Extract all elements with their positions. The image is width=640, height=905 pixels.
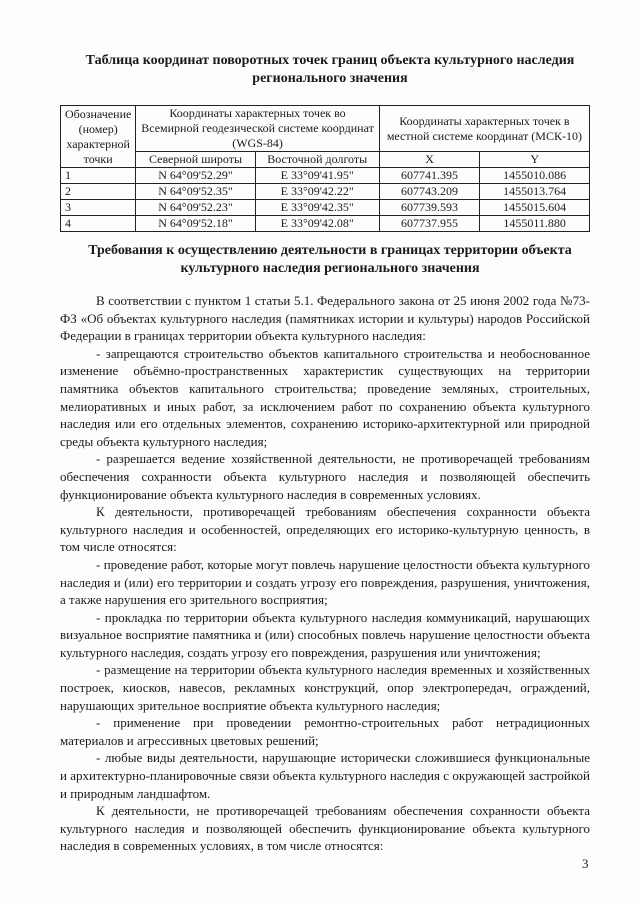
cell-x: 607739.593 (379, 200, 480, 216)
cell-number: 2 (61, 184, 136, 200)
cell-lon: E 33°09'42.22" (255, 184, 379, 200)
cell-number: 1 (61, 168, 136, 184)
cell-y: 1455010.086 (480, 168, 590, 184)
paragraph: В соответствии с пунктом 1 статьи 5.1. Федерального закона от 25 июня 2002 года №73-ФЗ «Об объектах культурного наследия (памятниках истории и культуры) народов Российской Федерации в границах территории объекта культурного наследия: (60, 293, 590, 344)
header-north: Северной широты (136, 152, 255, 168)
requirements-title-line1: Требования к осуществлению деятельности в границах территории объекта (88, 243, 572, 258)
cell-x: 607741.395 (379, 168, 480, 184)
paragraph: - проведение работ, которые могут повлечь нарушение целостности объекта культурного наследия и (или) его территории и создать угрозу его повреждения, разрушения, уничтожения, а также нарушения его зрительного восприятия; (60, 556, 590, 608)
requirements-title-line2: культурного наследия регионального значения (180, 261, 480, 276)
paragraph: К деятельности, противоречащей требованиям обеспечения сохранности объекта культурного наследия и особенностей, определяющих его историко-культурную ценность, в том числе относятся: (60, 504, 590, 555)
header-wgs-group: Координаты характерных точек во Всемирной геодезической системе координат (WGS-84) (136, 106, 379, 152)
cell-x: 607743.209 (379, 184, 480, 200)
header-y: Y (480, 152, 590, 168)
cell-number: 3 (61, 200, 136, 216)
cell-x: 607737.955 (379, 216, 480, 232)
cell-lat: N 64°09'52.18" (136, 216, 255, 232)
cell-y: 1455013.764 (480, 184, 590, 200)
cell-lat: N 64°09'52.35" (136, 184, 255, 200)
paragraph: К деятельности, не противоречащей требованиям обеспечения сохранности объекта культурного наследия и позволяющей обеспечить функционирование объекта культурного наследия в современных условиях, в том числе относятся: (60, 803, 590, 854)
coordinates-table (60, 105, 590, 232)
header-east: Восточной долготы (255, 152, 379, 168)
paragraph: - применение при проведении ремонтно-строительных работ нетрадиционных материалов и агрессивных цветовых решений; (60, 715, 590, 748)
paragraph: - размещение на территории объекта культурного наследия временных и хозяйственных построек, киосков, навесов, рекламных конструкций, опор электропередач, ограждений, нарушающих зрительное восприятие объекта культурного наследия; (60, 662, 590, 713)
cell-lat: N 64°09'52.29" (136, 168, 255, 184)
paragraph: - разрешается ведение хозяйственной деятельности, не противоречащей требованиям обеспечения сохранности объекта культурного наследия и позволяющей обеспечить функционирование объекта культурного наследия в современных условиях. (60, 451, 590, 502)
cell-lat: N 64°09'52.23" (136, 200, 255, 216)
paragraph: - любые виды деятельности, нарушающие исторически сложившиеся функциональные и архитектурно-планировочные связи объекта культурного наследия с окружающей застройкой и природным ландшафтом. (60, 750, 590, 801)
table-title-line1: Таблица координат поворотных точек границ объекта культурного наследия (85, 53, 575, 68)
header-point-number: Обозначение (номер) характерной точки (61, 106, 136, 168)
requirements-title (60, 242, 600, 278)
table-title (60, 52, 600, 88)
requirements-body (60, 292, 590, 855)
table-row (61, 216, 590, 232)
table-row (61, 184, 590, 200)
header-msk-group: Координаты характерных точек в местной системе координат (МСК-10) (379, 106, 589, 152)
paragraph: - прокладка по территории объекта культурного наследия коммуникаций, нарушающих визуальное восприятие памятника и (или) способных повлечь нарушение целостности объекта культурного наследия, создать угрозу его повреждения, разрушения или уничтожения; (60, 609, 590, 660)
table-title-line2: регионального значения (252, 71, 408, 86)
page-number: 3 (582, 856, 589, 871)
cell-y: 1455015.604 (480, 200, 590, 216)
header-x: X (379, 152, 480, 168)
cell-y: 1455011.880 (480, 216, 590, 232)
table-row (61, 168, 590, 184)
cell-lon: E 33°09'42.35" (255, 200, 379, 216)
cell-number: 4 (61, 216, 136, 232)
paragraph: - запрещаются строительство объектов капитального строительства и необоснованное изменение объёмно-пространственных характеристик существующих на территории памятника объектов капитального строительства; проведение земляных, строительных, мелиоративных и иных работ, за исключением работ по сохранению объекта культурного наследия или его отдельных элементов, сохранению историко-архитектурной или природной среды объекта культурного наследия; (60, 345, 590, 449)
table-row (61, 200, 590, 216)
cell-lon: E 33°09'41.95" (255, 168, 379, 184)
cell-lon: E 33°09'42.08" (255, 216, 379, 232)
